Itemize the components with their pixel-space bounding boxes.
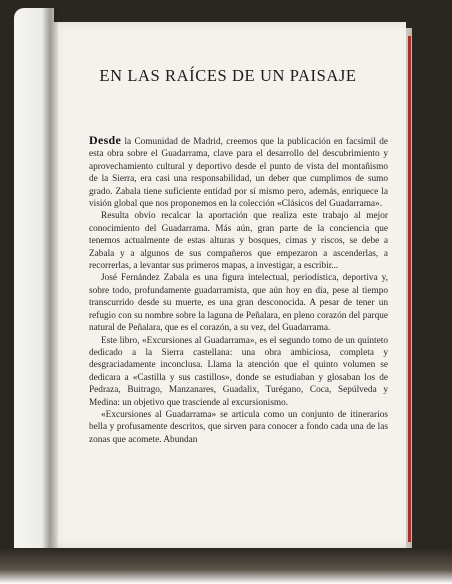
- body-text: [89, 134, 388, 446]
- chapter-title: EN LAS RAÍCES DE UN PAISAJE: [99, 66, 357, 85]
- lead-word: Desde: [89, 133, 122, 147]
- paragraph-5: «Excursiones al Guadarrama» se articula como un conjunto de itinerarios bella y profusamente descritos, que sirven para conocer a fondo cada una de las zonas que acomete. Abundan: [89, 409, 388, 445]
- right-page: [50, 22, 406, 548]
- book-gutter: [42, 8, 58, 574]
- cover-edge: [408, 36, 411, 542]
- paragraph-3: José Fernández Zabala es una figura intelectual, periodística, deportiva y, sobre todo, profundamente guadarramista, que aún hoy en día, pese al tiempo transcurrido desde su muerte, es una gran desconocida. A pesar de tener un refugio con su nombre sobre la laguna de Peñalara, en pleno corazón del parque natural de Peñalara, que es el corazón, a su vez, del Guadarrama.: [89, 273, 388, 334]
- paragraph-1: [89, 134, 388, 210]
- paragraph-4: Este libro, «Excursiones al Guadarrama», es el segundo tomo de un quinteto dedicado a la Sierra castellana: una obra ambiciosa, completa y desgraciadamente inconclusa. Llama la atención que el quinto volumen se dedicara a «Castilla y sus castillos», donde se estudiaban y glosaban los de Pedraza, Buitrago, Manzanares, Guadalix, Turégano, Coca, Sepúlveda y Medina: un objetivo que trasciende al excursionismo.: [89, 335, 388, 408]
- paragraph-1-text: la Comunidad de Madrid, creemos que la publicación en facsímil de esta obra sobre el Guadarrama, clave para el desarrollo del descubrimiento y aprovechamiento cultural y deportivo desde el punto de vista del montañismo de la Sierra, era casi una responsabilidad, un deber que cumplimos de sumo grado. Zabala tiene suficiente entidad por sí mismo pero, además, enriquece la visión global que nos proponemos en la colección «Clásicos del Guadarrama».: [89, 137, 388, 210]
- paragraph-2: Resulta obvio recalcar la aportación que realiza este trabajo al mejor conocimiento del Guadarrama. Más aún, gran parte de la conciencia que tenemos actualmente de estas alturas y bosques, cimas y riscos, se debe a Zabala y a algunos de sus compañeros que empezaron a ascenderlas, a recorrerlas, a levantar sus primeros mapas, a investigar, a escribir...: [89, 211, 388, 272]
- bottom-shadow: [0, 548, 452, 584]
